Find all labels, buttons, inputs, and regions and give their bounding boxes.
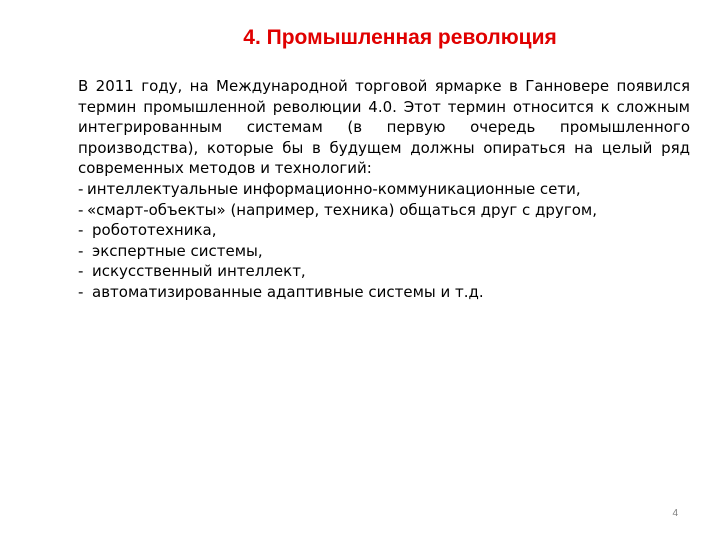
- list-marker: -: [78, 221, 84, 240]
- list-item-text: автоматизированные адаптивные системы и т.д.: [92, 282, 484, 301]
- list-item-text: экспертные системы,: [92, 241, 263, 260]
- list-marker: -: [78, 282, 84, 301]
- list-item: [78, 282, 690, 303]
- list-item: [78, 200, 690, 221]
- slide-body: [78, 76, 690, 303]
- list-item: [78, 220, 690, 241]
- list-marker: -: [78, 179, 84, 198]
- list-item-text: интеллектуальные информационно-коммуникационные сети,: [87, 179, 581, 198]
- slide-title: 4. Промышленная революция: [243, 26, 557, 49]
- list-item: [78, 241, 690, 262]
- list-marker: -: [78, 262, 84, 281]
- list-item: [78, 179, 690, 200]
- list-item: [78, 261, 690, 282]
- page-number: 4: [672, 508, 678, 519]
- list-item-text: «смарт-объекты» (например, техника) общаться друг с другом,: [87, 200, 597, 219]
- list-marker: -: [78, 241, 84, 260]
- technology-list: [78, 179, 690, 303]
- list-item-text: искусственный интеллект,: [92, 262, 306, 281]
- list-marker: -: [78, 200, 84, 219]
- intro-paragraph: В 2011 году, на Международной торговой ярмарке в Ганновере появился термин промышленной революции 4.0. Этот термин относится к сложным интегрированным системам (в первую очередь промышленного производства), которые бы в будущем должны опираться на целый ряд современных методов и технологий:: [78, 77, 690, 178]
- list-item-text: робототехника,: [92, 221, 217, 240]
